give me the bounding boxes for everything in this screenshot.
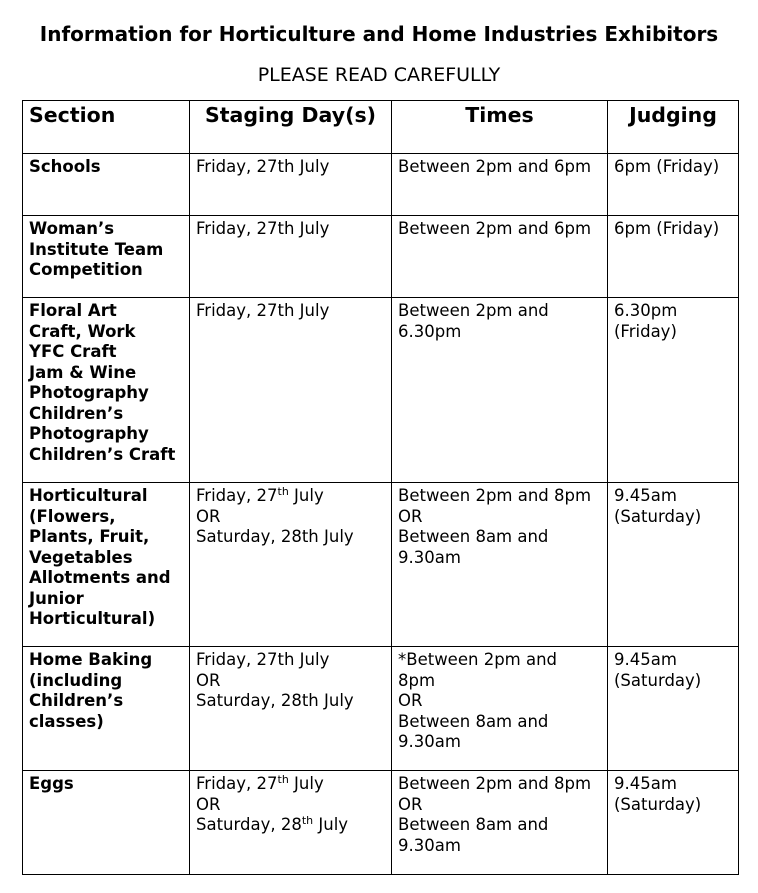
times-cell <box>392 154 608 216</box>
judging-line: (Friday) <box>614 321 677 341</box>
page-title: Information for Horticulture and Home Industries Exhibitors <box>39 22 719 46</box>
column-header-times: Times <box>392 101 608 154</box>
table-row <box>23 483 739 647</box>
column-header-section: Section <box>23 101 190 154</box>
column-header-staging: Staging Day(s) <box>190 101 392 154</box>
section-line: Competition <box>29 260 143 279</box>
ordinal-suffix: th <box>277 485 289 498</box>
judging-line: (Saturday) <box>614 506 702 526</box>
staging-line: Saturday, 28th July <box>196 527 354 546</box>
times-line: Between 2pm and 8pm <box>398 486 592 505</box>
judging-line: 9.45am <box>614 650 677 669</box>
section-line: Allotments and <box>29 568 171 587</box>
section-cell <box>23 647 190 771</box>
table-header-row <box>23 101 739 154</box>
section-line: Floral Art <box>29 301 117 320</box>
judging-line: (Saturday) <box>614 670 702 690</box>
staging-text: Saturday, 28 <box>196 815 302 834</box>
section-line: Junior <box>29 588 84 608</box>
times-line: Between 8am and <box>398 527 549 546</box>
section-line: Craft, Work <box>29 321 136 341</box>
section-line: classes) <box>29 711 104 731</box>
section-line: Photography <box>29 383 149 402</box>
judging-line: (Saturday) <box>614 794 702 814</box>
staging-cell <box>190 483 392 647</box>
staging-text: Friday, 27 <box>196 774 278 793</box>
staging-line: Friday, 27th July <box>196 219 330 238</box>
times-line: *Between 2pm and <box>398 650 558 669</box>
section-line: Home Baking <box>29 650 153 669</box>
staging-cell <box>190 298 392 483</box>
section-line: Institute Team <box>29 239 164 259</box>
section-line: YFC Craft <box>29 342 117 361</box>
staging-line: Friday, 27th July <box>196 301 330 320</box>
staging-line: Saturday, 28th July <box>196 691 354 710</box>
times-line: Between 2pm and 6pm <box>398 157 592 176</box>
section-line: Children’s <box>29 403 124 423</box>
times-line: 9.30am <box>398 732 461 751</box>
section-line: Schools <box>29 157 101 176</box>
times-line: 6.30pm <box>398 321 462 341</box>
table-row <box>23 647 739 771</box>
times-line: Between 8am and <box>398 815 549 834</box>
staging-text: July <box>288 774 324 793</box>
staging-line: Friday, 27th July <box>196 650 330 669</box>
table-row <box>23 154 739 216</box>
times-line: Between 8am and <box>398 711 549 731</box>
section-line: Jam & Wine <box>29 362 137 382</box>
staging-cell <box>190 216 392 298</box>
times-cell <box>392 771 608 875</box>
times-line: 8pm <box>398 670 436 690</box>
section-cell <box>23 298 190 483</box>
section-cell <box>23 154 190 216</box>
times-line: OR <box>398 794 423 814</box>
exhibitor-info-table <box>22 100 739 875</box>
times-line: 9.30am <box>398 835 461 855</box>
judging-cell <box>608 216 739 298</box>
section-line: Woman’s <box>29 219 115 238</box>
section-line: (including <box>29 670 123 690</box>
section-line: Children’s Craft <box>29 444 176 464</box>
judging-line: 6.30pm <box>614 301 678 320</box>
staging-text: Friday, 27 <box>196 486 278 505</box>
page-subtitle: PLEASE READ CAREFULLY <box>257 64 501 86</box>
times-line: Between 2pm and 6pm <box>398 219 592 238</box>
section-line: Vegetables <box>29 547 133 567</box>
judging-line: 6pm (Friday) <box>614 219 720 238</box>
section-cell <box>23 483 190 647</box>
staging-line <box>196 774 385 795</box>
section-line: Eggs <box>29 774 74 793</box>
section-cell <box>23 771 190 875</box>
staging-text: July <box>313 815 349 834</box>
staging-line: Friday, 27th July <box>196 157 330 176</box>
staging-line: OR <box>196 670 221 690</box>
judging-line: 6pm (Friday) <box>614 157 720 176</box>
section-line: Horticultural <box>29 486 148 505</box>
times-cell <box>392 216 608 298</box>
column-header-judging: Judging <box>608 101 739 154</box>
table-row <box>23 216 739 298</box>
staging-line: OR <box>196 506 221 526</box>
times-line: Between 2pm and 8pm <box>398 774 592 793</box>
times-cell <box>392 647 608 771</box>
judging-line: 9.45am <box>614 486 677 505</box>
judging-cell <box>608 483 739 647</box>
section-line: Children’s <box>29 691 124 710</box>
judging-cell <box>608 154 739 216</box>
judging-line: 9.45am <box>614 774 677 793</box>
times-cell <box>392 483 608 647</box>
section-line: Plants, Fruit, <box>29 527 150 546</box>
times-line: Between 2pm and <box>398 301 549 320</box>
section-cell <box>23 216 190 298</box>
staging-line <box>196 815 385 836</box>
staging-cell <box>190 771 392 875</box>
times-line: OR <box>398 506 423 526</box>
judging-cell <box>608 298 739 483</box>
ordinal-suffix: th <box>277 773 289 786</box>
section-line: Photography <box>29 424 149 443</box>
times-line: 9.30am <box>398 547 461 567</box>
section-line: (Flowers, <box>29 506 116 526</box>
judging-cell <box>608 647 739 771</box>
times-cell <box>392 298 608 483</box>
ordinal-suffix: th <box>301 814 314 827</box>
staging-cell <box>190 154 392 216</box>
section-line: Horticultural) <box>29 609 156 628</box>
staging-line: OR <box>196 794 221 814</box>
table-row <box>23 771 739 875</box>
table-row <box>23 298 739 483</box>
staging-text: July <box>288 486 324 505</box>
staging-cell <box>190 647 392 771</box>
judging-cell <box>608 771 739 875</box>
staging-line <box>196 486 385 507</box>
times-line: OR <box>398 691 423 710</box>
